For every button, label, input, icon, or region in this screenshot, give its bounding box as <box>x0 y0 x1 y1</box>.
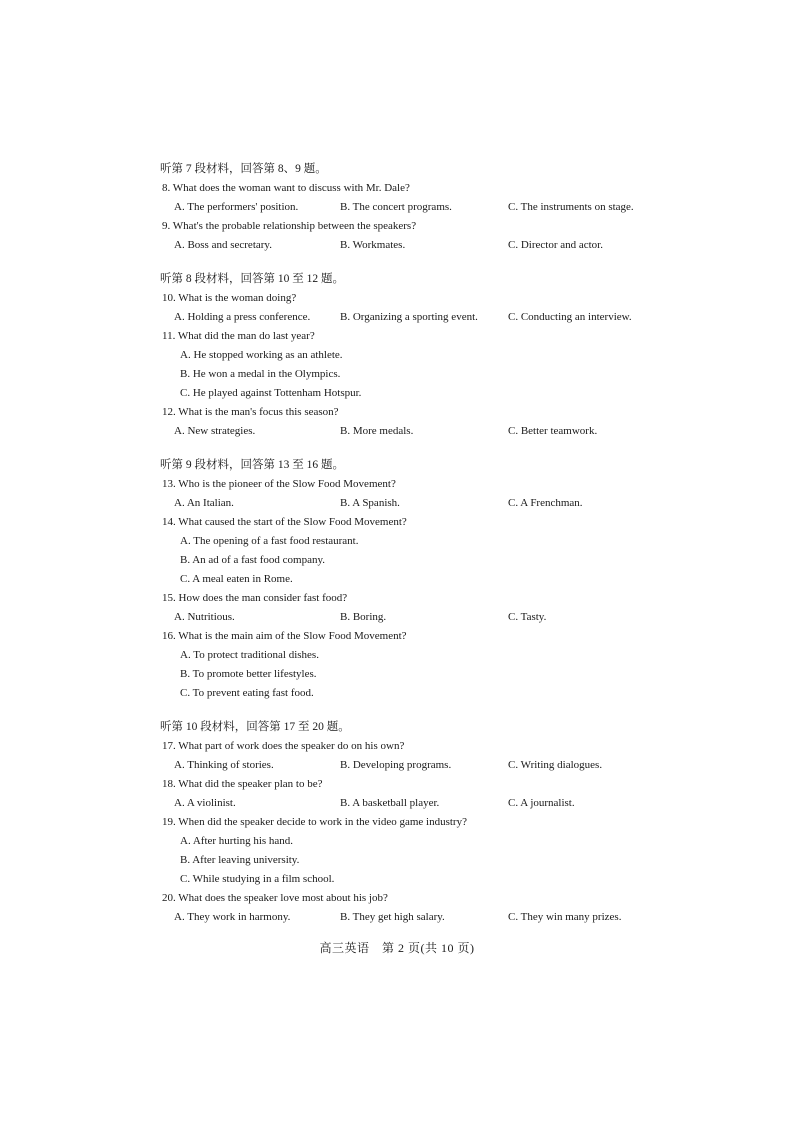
answer-option: A. After hurting his hand. <box>180 835 294 847</box>
section-title: 听第 7 段材料，回答第 8、9 题。 <box>160 163 327 175</box>
answer-option: C. The instruments on stage. <box>508 201 634 213</box>
exam-content <box>160 160 660 942</box>
answer-option: A. An Italian. <box>174 497 234 509</box>
answer-option: B. Workmates. <box>340 239 406 251</box>
answer-option: A. To protect traditional dishes. <box>180 649 319 661</box>
question <box>160 475 660 513</box>
question-stem: 13. Who is the pioneer of the Slow Food Movement? <box>162 478 396 490</box>
question-stem: 11. What did the man do last year? <box>162 330 315 342</box>
section-title: 听第 10 段材料，回答第 17 至 20 题。 <box>160 721 350 733</box>
answer-option: A. The performers' position. <box>174 201 299 213</box>
question <box>160 813 660 889</box>
answer-option: C. A meal eaten in Rome. <box>180 573 293 585</box>
answer-option: B. After leaving university. <box>180 854 300 866</box>
answer-options <box>160 198 660 217</box>
listening-section <box>160 718 660 927</box>
answer-option: B. He won a medal in the Olympics. <box>180 368 341 380</box>
answer-options <box>160 794 660 813</box>
answer-option: A. Thinking of stories. <box>174 759 274 771</box>
section-title: 听第 9 段材料，回答第 13 至 16 题。 <box>160 459 344 471</box>
answer-option: B. Boring. <box>340 611 387 623</box>
listening-section <box>160 160 660 255</box>
answer-option: B. The concert programs. <box>340 201 452 213</box>
question <box>160 217 660 255</box>
answer-option: B. A Spanish. <box>340 497 400 509</box>
answer-option: C. Tasty. <box>508 611 547 623</box>
question <box>160 289 660 327</box>
answer-option: A. Boss and secretary. <box>174 239 272 251</box>
question <box>160 627 660 703</box>
answer-options <box>160 346 660 403</box>
question <box>160 775 660 813</box>
page-footer: 高三英语 第 2 页(共 10 页) <box>319 941 475 955</box>
question-stem: 16. What is the main aim of the Slow Food Movement? <box>162 630 407 642</box>
answer-option: B. Developing programs. <box>340 759 452 771</box>
question-stem: 12. What is the man's focus this season? <box>162 406 339 418</box>
answer-option: C. To prevent eating fast food. <box>180 687 314 699</box>
question-stem: 17. What part of work does the speaker do on his own? <box>162 740 405 752</box>
listening-section <box>160 270 660 441</box>
question-stem: 9. What's the probable relationship between the speakers? <box>162 220 417 232</box>
question <box>160 179 660 217</box>
answer-option: A. Nutritious. <box>174 611 235 623</box>
answer-options <box>160 532 660 589</box>
answer-option: C. Writing dialogues. <box>508 759 603 771</box>
answer-option: B. Organizing a sporting event. <box>340 311 478 323</box>
listening-section <box>160 456 660 703</box>
answer-option: C. They win many prizes. <box>508 911 622 923</box>
answer-option: A. New strategies. <box>174 425 256 437</box>
question <box>160 589 660 627</box>
section-title: 听第 8 段材料，回答第 10 至 12 题。 <box>160 273 344 285</box>
answer-options <box>160 236 660 255</box>
answer-option: C. A journalist. <box>508 797 575 809</box>
answer-option: B. More medals. <box>340 425 414 437</box>
answer-option: B. A basketball player. <box>340 797 440 809</box>
answer-options <box>160 646 660 703</box>
question <box>160 889 660 927</box>
answer-options <box>160 756 660 775</box>
answer-option: C. A Frenchman. <box>508 497 583 509</box>
question-stem: 19. When did the speaker decide to work in the video game industry? <box>162 816 467 828</box>
answer-options <box>160 908 660 927</box>
answer-option: B. To promote better lifestyles. <box>180 668 317 680</box>
answer-option: C. While studying in a film school. <box>180 873 335 885</box>
question-stem: 10. What is the woman doing? <box>162 292 297 304</box>
answer-option: A. Holding a press conference. <box>174 311 311 323</box>
question-stem: 18. What did the speaker plan to be? <box>162 778 323 790</box>
question <box>160 327 660 403</box>
answer-option: A. He stopped working as an athlete. <box>180 349 343 361</box>
question-stem: 20. What does the speaker love most about his job? <box>162 892 388 904</box>
answer-options <box>160 494 660 513</box>
question <box>160 513 660 589</box>
question <box>160 737 660 775</box>
answer-option: C. He played against Tottenham Hotspur. <box>180 387 362 399</box>
answer-option: C. Director and actor. <box>508 239 603 251</box>
question <box>160 403 660 441</box>
answer-options <box>160 422 660 441</box>
answer-options <box>160 608 660 627</box>
answer-option: A. They work in harmony. <box>174 911 291 923</box>
answer-option: B. An ad of a fast food company. <box>180 554 326 566</box>
answer-option: A. A violinist. <box>174 797 236 809</box>
answer-options <box>160 308 660 327</box>
answer-options <box>160 832 660 889</box>
question-stem: 14. What caused the start of the Slow Food Movement? <box>162 516 407 528</box>
answer-option: C. Better teamwork. <box>508 425 598 437</box>
answer-option: C. Conducting an interview. <box>508 311 632 323</box>
question-stem: 15. How does the man consider fast food? <box>162 592 348 604</box>
answer-option: A. The opening of a fast food restaurant. <box>180 535 359 547</box>
answer-option: B. They get high salary. <box>340 911 445 923</box>
question-stem: 8. What does the woman want to discuss with Mr. Dale? <box>162 182 410 194</box>
